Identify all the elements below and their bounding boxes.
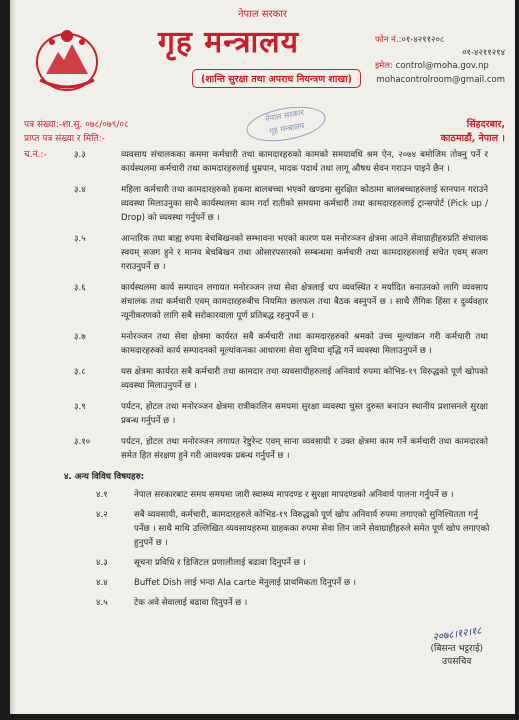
letter-number: पत्र संख्या:-शा.सु. ०७८/०७९/०८ [24,120,129,130]
government-title: नेपाल सरकार [238,9,287,20]
section-4-item [96,596,494,610]
email-label: इमेल: [375,61,393,72]
signatory-name: (बिसन्त भट्टराई) [430,644,483,654]
email-1: control@moha.gov.np [395,61,489,72]
clause-item [74,435,488,463]
clause-list [10,148,515,463]
place-line-2: काठमाडौं, नेपाल । [440,133,505,144]
branch-name: (शान्ति सुरक्षा तथा अपराध नियन्त्रण शाखा) [192,69,361,88]
clause-number: ३.५ [74,234,86,244]
section-4-item [96,576,494,590]
clause-text: पर्यटन, होटल तथा मनोरञ्जन लगायत रेष्टुरेन्ट एवम् साना व्यवसायी र उक्त क्षेत्रमा काम गर्ने कर्मचारी तथा कामदारको समेत हित संरक्षण हुने गरी आवश्यक प्रबन्ध गर्नुपर्ने छ । [121,437,488,461]
ministry-name: गृह मन्त्रालय [158,25,300,60]
phone-row [375,34,505,47]
email-2: mohacontrolroom@gmail.com [376,74,505,85]
place-line-1: सिंहदरबार, [466,119,505,130]
clause-text: कार्यस्थलमा कार्य सम्पादन लगायत मनोरञ्जन तथा सेवा क्षेत्रलाई थप व्यवस्थित र मर्यादित बनाउनको लागि व्यवसाय संचालक तथा कर्मचारी एवम् कामदारहरुबीच नियमित छलफल तथा बैठक बस्नुपर्ने छ । साथै लैंगिक हिंसा र दुर्व्यवहार न्यूनीकरणको लागि सबै सरोकारवाला पूर्ण प्रतिबद्ध रहनुपर्ने छ । [121,283,488,321]
item-text: Buffet Dish लाई भन्दा Ala carte मेनुलाई प्राथमिकता दिनुपर्ने छ । [134,578,357,588]
letter-body [10,148,515,616]
clause-item [74,183,488,225]
received-stamp [244,101,328,146]
stamp-line-2: गृह मन्त्रालय [268,120,305,136]
clause-text: मनोरञ्जन तथा सेवा क्षेत्रमा कार्यरत सबै कर्मचारी तथा कामदारहरुको श्रमको उच्च मूल्यांकन गरी कर्मचारी तथा कामदारहरुको कार्य सम्पादनको मूल्यांकनका आधारमा सेवा सुविधा वृद्धि गर्ने व्यवस्था मिलाउनुपर्ने छ । [121,332,488,356]
signatory-title: उपसचिव [442,657,472,667]
email-row [375,60,505,73]
phone-2: ०१-४२११२१४ [462,48,505,59]
item-text: सबै व्यवसायी, कर्मचारी, कामदारहरुले कोभिड-१९ विरुद्धको पूर्ण खोप अनिवार्य रुपमा लगाएको सुनिश्चितता गर्नु पर्नेछ । साथै माथि उल्लिखित व्यवसायहरुमा ग्राहकका रुपमा सेवा लिन जाने सेवाग्राहीहरुले समेत पूर्ण खोप लगाएको हुनुपर्ने छ । [134,510,490,548]
clause-number: ३.७ [74,332,86,342]
handwritten-signature: २०७८।१२।१८ [431,625,482,644]
clause-number: ३.४ [74,185,86,195]
clause-item [74,148,488,176]
phone-label: फोन नं.: [375,35,402,45]
item-text: टेक अवे सेवालाई बढावा दिनुपर्ने छ । [134,598,248,608]
contact-block [375,34,505,87]
clause-text: व्यवसाय संचालकका कममा कर्मचारी तथा कामदारहरुको कामको समयावधि श्रम ऐन, २०७४ बमोजिम तोक्नु पर्ने र कार्यस्थलमा कर्मचारी तथा कामदारहरुलाई धुम्रपान, मादक पदार्थ तथा लागू औषध सेवन गराउन पाइने छैन । [121,150,488,174]
item-number: ४.१ [96,490,108,500]
clause-item [74,400,488,428]
section-4-title: ४. अन्य विविध विषयहरु: [64,472,145,482]
clause-text: पर्यटन, होटल तथा मनोरञ्जन क्षेत्रमा रात्रीकालिन समयमा सुरक्षा व्यवस्था चुस्त दुरुस्त बनाउन स्थानीय प्रशासनले सुरक्षा प्रबन्ध गर्नुपर्ने छ । [121,402,488,426]
section-4-list [10,488,515,610]
letter-sheet [10,0,515,714]
item-number: ४.४ [96,578,108,588]
clause-item [74,281,488,323]
item-number: ४.३ [96,558,108,568]
clause-number: ३.९ [74,402,86,412]
clause-text: आन्तरिक तथा बाह्य रुपमा बेचबिखनको सम्भावना भएको कारण यस मनोरञ्जन क्षेत्रमा आउने सेवाग्राहीहरुप्रति संचालक स्वयम् सजग हुने र मानव बेचबिखन तथा ओसारपसारको सम्बन्धमा कर्मचारी तथा कामदारहरुलाई सचेत एवम् सजग गराउनुपर्ने छ । [121,234,488,272]
clause-number: ३.६ [74,283,86,293]
signature-block [430,625,484,669]
item-number: ४.५ [96,598,108,608]
dispatch-number: च.नं.:- [24,150,47,160]
section-4-item [96,508,494,550]
clause-item [74,330,488,358]
section-4-item [96,488,494,502]
phone-1: ०१-४२११२०८ [401,35,445,45]
clause-number: ३.१० [74,437,91,447]
item-text: सूचना प्रविधि र डिजिटल प्रणालीलाई बढावा दिनुपर्ने छ । [134,558,306,568]
clause-item [74,365,488,393]
clause-text: यस क्षेत्रमा कार्यरत सबै कर्मचारी तथा कामदार तथा व्यवसायीहरुलाई अनिवार्य रुपमा कोभिड-१९ विरुद्धको पूर्ण खोपको व्यवस्था मिलाउनुपर्ने छ । [121,367,488,391]
clause-text: महिला कर्मचारी तथा कामदारहरुको हकमा बालबच्चा भएको खण्डमा सुरक्षित कोठामा बालबच्चाहरुलाई स्तनपान गराउने व्यवस्था मिलाउनुका साथै कार्यस्थलमा काम गर्दा रातीको समयमा कर्मचारी तथा कामदारहरुलाई ट्रान्सपोर्ट (Pick up / Drop) को व्यवस्था गर्नुपर्ने छ । [121,185,488,223]
item-number: ४.२ [96,510,108,520]
clause-item [74,232,488,274]
stamp-line-1: नेपाल सरकार [264,107,305,124]
clause-number: ३.८ [74,367,86,377]
item-text: नेपाल सरकारबाट समय समयमा जारी स्वास्थ्य मापदण्ड र सुरक्षा मापदण्डको अनिवार्य पालना गर्नुपर्ने छ । [134,490,454,500]
section-4-item [96,556,494,570]
reference-number: प्राप्त पत्र संख्या र मिति:- [24,134,105,144]
clause-number: ३.३ [74,150,86,160]
nepal-emblem-icon [32,22,102,94]
